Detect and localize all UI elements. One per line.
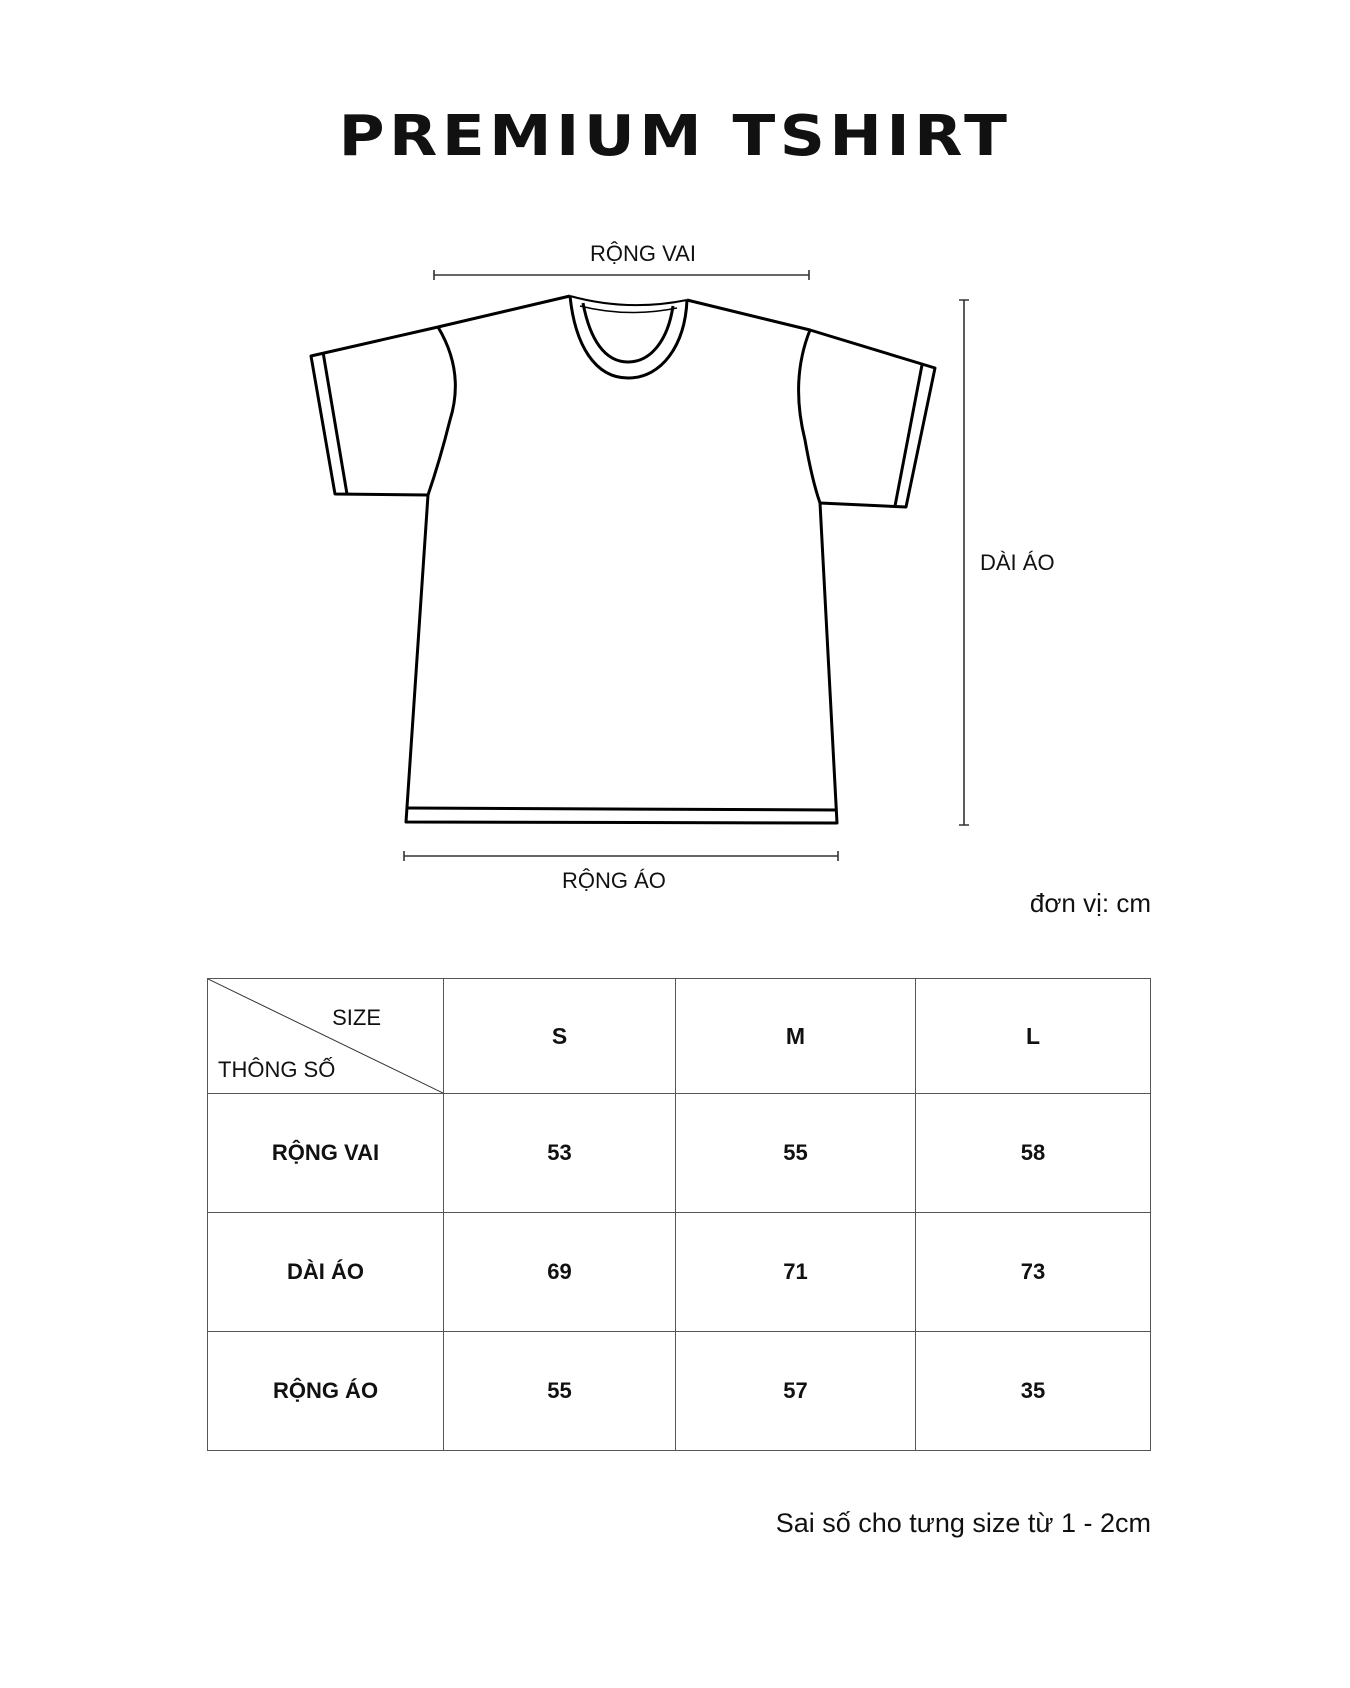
corner-spec-label: THÔNG SỐ xyxy=(218,1057,336,1082)
row-label: RỘNG ÁO xyxy=(208,1332,444,1451)
size-chart-table xyxy=(207,978,1151,1451)
row-label: DÀI ÁO xyxy=(208,1213,444,1332)
table-cell: 35 xyxy=(916,1332,1151,1451)
table-cell: 55 xyxy=(444,1332,676,1451)
table-cell: 69 xyxy=(444,1213,676,1332)
table-row xyxy=(208,1213,1151,1332)
corner-header-cell xyxy=(208,979,444,1094)
tshirt-outline xyxy=(311,296,935,823)
table-cell: 73 xyxy=(916,1213,1151,1332)
chest-width-label: RỘNG ÁO xyxy=(562,868,666,893)
shoulder-measure-line xyxy=(434,270,809,280)
row-label: RỘNG VAI xyxy=(208,1094,444,1213)
length-measure-line xyxy=(959,300,969,825)
bottom-hem xyxy=(406,808,837,810)
table-cell: 57 xyxy=(676,1332,916,1451)
width-measure-line xyxy=(404,851,838,861)
corner-size-label: SIZE xyxy=(332,1005,381,1030)
left-sleeve-hem xyxy=(323,352,347,494)
size-header-l: L xyxy=(916,979,1151,1094)
shoulder-width-label: RỘNG VAI xyxy=(590,241,696,266)
left-armhole-seam xyxy=(428,327,455,495)
size-header-m: M xyxy=(676,979,916,1094)
table-row xyxy=(208,1332,1151,1451)
right-sleeve-hem xyxy=(895,365,922,506)
collar-back xyxy=(570,296,687,305)
size-header-s: S xyxy=(444,979,676,1094)
collar-back-inner xyxy=(580,306,677,313)
table-cell: 53 xyxy=(444,1094,676,1213)
right-armhole-seam xyxy=(799,330,820,503)
table-cell: 55 xyxy=(676,1094,916,1213)
table-cell: 58 xyxy=(916,1094,1151,1213)
table-row xyxy=(208,1094,1151,1213)
table-cell: 71 xyxy=(676,1213,916,1332)
shirt-length-label: DÀI ÁO xyxy=(980,550,1055,575)
page-title: PREMIUM TSHIRT xyxy=(338,104,1012,169)
tolerance-note: Sai số cho tưng size từ 1 - 2cm xyxy=(775,1508,1151,1538)
table-header-row xyxy=(208,979,1151,1094)
unit-note: đơn vị: cm xyxy=(1029,888,1151,918)
